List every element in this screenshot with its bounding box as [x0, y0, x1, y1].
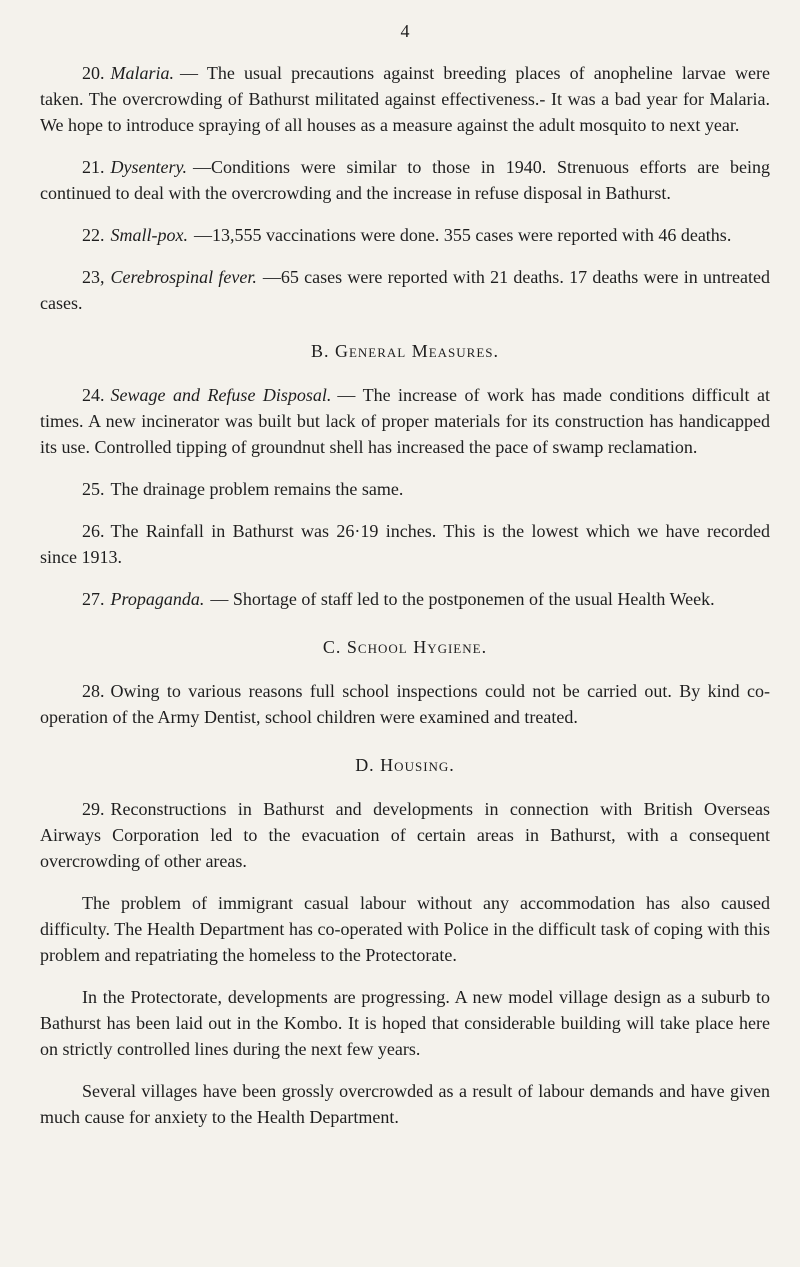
paragraph-text: Several villages have been grossly overcrowded as a result of labour demands and have given much cause for anxiety to the Health Department. [40, 1081, 770, 1127]
paragraph-number: 21. [82, 157, 105, 177]
page-number: 4 [400, 21, 410, 41]
paragraph-title: Cerebrospinal fever. [110, 267, 257, 287]
paragraph-text: — The usual precautions against breeding places of anopheline larvae were taken. The overcrowding of Bathurst militated against effectiveness.- It was a bad year for Malaria. We hope to introduce spraying of all houses as a measure against the adult mosquito to next year. [40, 63, 770, 135]
paragraph-26 [40, 518, 770, 570]
paragraph-text: Owing to various reasons full school inspections could not be carried out. By kind co-operation of the Army Dentist, school children were examined and treated. [40, 681, 770, 727]
paragraph-title: Malaria. [110, 63, 175, 83]
paragraph-27 [40, 586, 770, 612]
paragraph-28 [40, 678, 770, 730]
paragraph-title: Small-pox. [110, 225, 188, 245]
section-heading-school-hygiene: C. School Hygiene. [322, 637, 488, 657]
paragraph-22 [40, 222, 770, 248]
paragraph-number: 24. [82, 385, 105, 405]
section-heading-housing: D. Housing. [355, 755, 455, 775]
paragraph-23 [40, 264, 770, 316]
paragraph-text: —Conditions were similar to those in 1940. Strenuous efforts are being continued to deal with the overcrowding and the increase in refuse disposal in Bathurst. [40, 157, 770, 203]
paragraph-25 [40, 476, 770, 502]
paragraph-number: 20. [82, 63, 105, 83]
paragraph-number: 29. [82, 799, 105, 819]
paragraph-housing-immigrant-labour [40, 890, 770, 968]
paragraph-number: 27. [82, 589, 105, 609]
paragraph-24 [40, 382, 770, 460]
paragraph-text: — The increase of work has made conditions difficult at times. A new incinerator was built but lack of proper materials for its construction has handicapped its use. Controlled tipping of groundnut shell has increased the pace of swamp reclamation. [40, 385, 770, 457]
paragraph-number: 25. [82, 479, 105, 499]
paragraph-text: In the Protectorate, developments are progressing. A new model village design as a suburb to Bathurst has been laid out in the Kombo. It is hoped that considerable building will take place here on strictly controlled lines during the next few years. [40, 987, 770, 1059]
paragraph-text: The drainage problem remains the same. [110, 479, 404, 499]
paragraph-housing-villages [40, 1078, 770, 1130]
paragraph-21 [40, 154, 770, 206]
paragraph-29 [40, 796, 770, 874]
paragraph-20 [40, 60, 770, 138]
section-heading-general-measures: B. General Measures. [310, 341, 500, 361]
paragraph-number: 23, [82, 267, 105, 287]
paragraph-text: —13,555 vaccinations were done. 355 cases were reported with 46 deaths. [193, 225, 732, 245]
paragraph-number: 22. [82, 225, 105, 245]
document-page [40, 18, 770, 1146]
paragraph-number: 28. [82, 681, 105, 701]
paragraph-text: Reconstructions in Bathurst and developments in connection with British Overseas Airways Corporation led to the evacuation of certain areas in Bathurst, with a consequent overcrowding of other areas. [40, 799, 770, 871]
paragraph-number: 26. [82, 521, 105, 541]
paragraph-title: Dysentery. [110, 157, 187, 177]
paragraph-text: — Shortage of staff led to the postponemen of the usual Health Week. [210, 589, 715, 609]
paragraph-title: Sewage and Refuse Disposal. [110, 385, 332, 405]
paragraph-housing-protectorate [40, 984, 770, 1062]
paragraph-title: Propaganda. [110, 589, 205, 609]
paragraph-text: The problem of immigrant casual labour without any accommodation has also caused difficulty. The Health Department has co-operated with Police in the difficult task of coping with this problem and repatriating the homeless to the Protectorate. [40, 893, 770, 965]
paragraph-text: —65 cases were reported with 21 deaths. 17 deaths were in untreated cases. [40, 267, 770, 313]
paragraph-text: The Rainfall in Bathurst was 26·19 inches. This is the lowest which we have recorded since 1913. [40, 521, 770, 567]
